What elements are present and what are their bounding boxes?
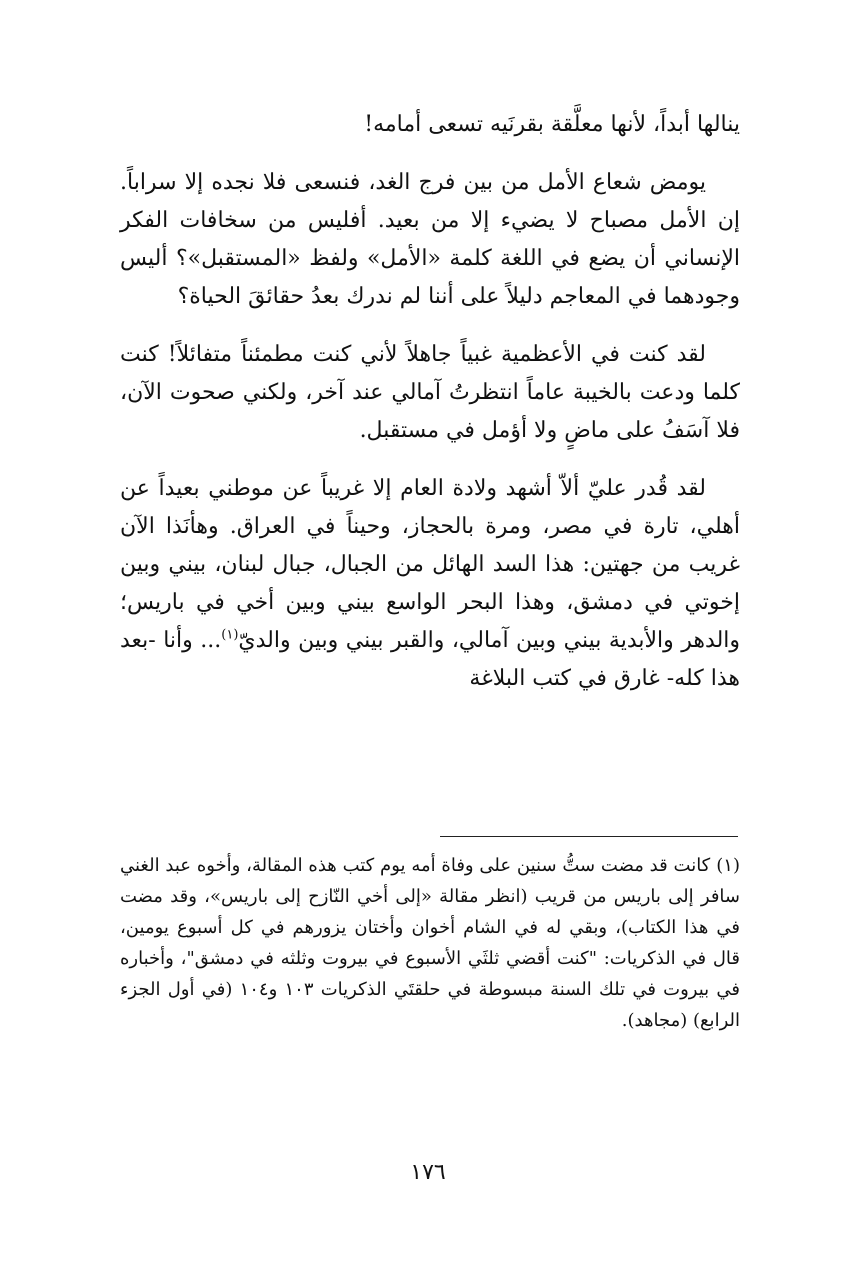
paragraph-4: [120, 470, 740, 698]
footnote-marker: (١): [716, 855, 740, 876]
paragraph-4-text-before-ref: لقد قُدر عليّ ألاّ أشهد ولادة العام إلا غريباً عن موطني بعيداً عن أهلي، تارة في مصر، ومرة بالحجاز، وحيناً في العراق. وهأنَذا الآن غريب من جهتين: هذا السد الهائل من الجبال، جبال لبنان، بيني وبين إخوتي في دمشق، وهذا البحر الواسع بيني وبين أخي في باريس؛ والدهر والأبدية بيني وبين آمالي، والقبر بيني وبين والديّ: [120, 476, 741, 653]
page-number: ١٧٦: [410, 1160, 446, 1185]
paragraph-gap: [120, 450, 740, 470]
paragraph-4-text-after-ref: ... وأنا -بعد هذا كله- غارق في كتب البلاغة: [120, 628, 740, 691]
footnote: [120, 850, 740, 1036]
paragraph-2: يومض شعاع الأمل من بين فرج الغد، فنسعى فلا نجده إلا سراباً. إن الأمل مصباح لا يضيء إلا من بعيد. أفليس من سخافات الفكر الإنساني أن يضع في اللغة كلمة «الأمل» ولفظ «المستقبل»؟ أليس وجودهما في المعاجم دليلاً على أننا لم ندرك بعدُ حقائقَ الحياة؟: [120, 170, 740, 309]
main-text-block: [120, 106, 740, 698]
footnote-reference[interactable]: (١): [221, 627, 239, 643]
paragraph-gap: [120, 316, 740, 336]
footnote-divider: [440, 836, 738, 837]
paragraph-gap: [120, 144, 740, 164]
paragraph-3: لقد كنت في الأعظمية غبياً جاهلاً لأني كنت مطمئناً متفائلاً! كنت كلما ودعت بالخيبة عاماً انتظرتُ آمالي عند آخر، ولكني صحوت الآن، فلا آسَفُ على ماضٍ ولا أؤمل في مستقبل.: [120, 342, 740, 443]
footnote-text: كانت قد مضت ستُّ سنين على وفاة أمه يوم كتب هذه المقالة، وأخوه عبد الغني سافر إلى باريس من قريب (انظر مقالة «إلى أخي النّازح إلى باريس»، وقد مضت في هذا الكتاب)، وبقي له في الشام أخوان وأختان يزورهم في كل أسبوع يومين، قال في الذكريات: "كنت أقضي ثلثَي الأسبوع في بيروت وثلثه في دمشق"، وأخباره في بيروت في تلك السنة مبسوطة في حلقتَي الذكريات ١٠٣ و١٠٤ (في أول الجزء الرابع) (مجاهد).: [120, 855, 740, 1031]
paragraph-1: ينالها أبداً، لأنها معلَّقة بقرنَيه تسعى أمامه!: [364, 112, 740, 137]
